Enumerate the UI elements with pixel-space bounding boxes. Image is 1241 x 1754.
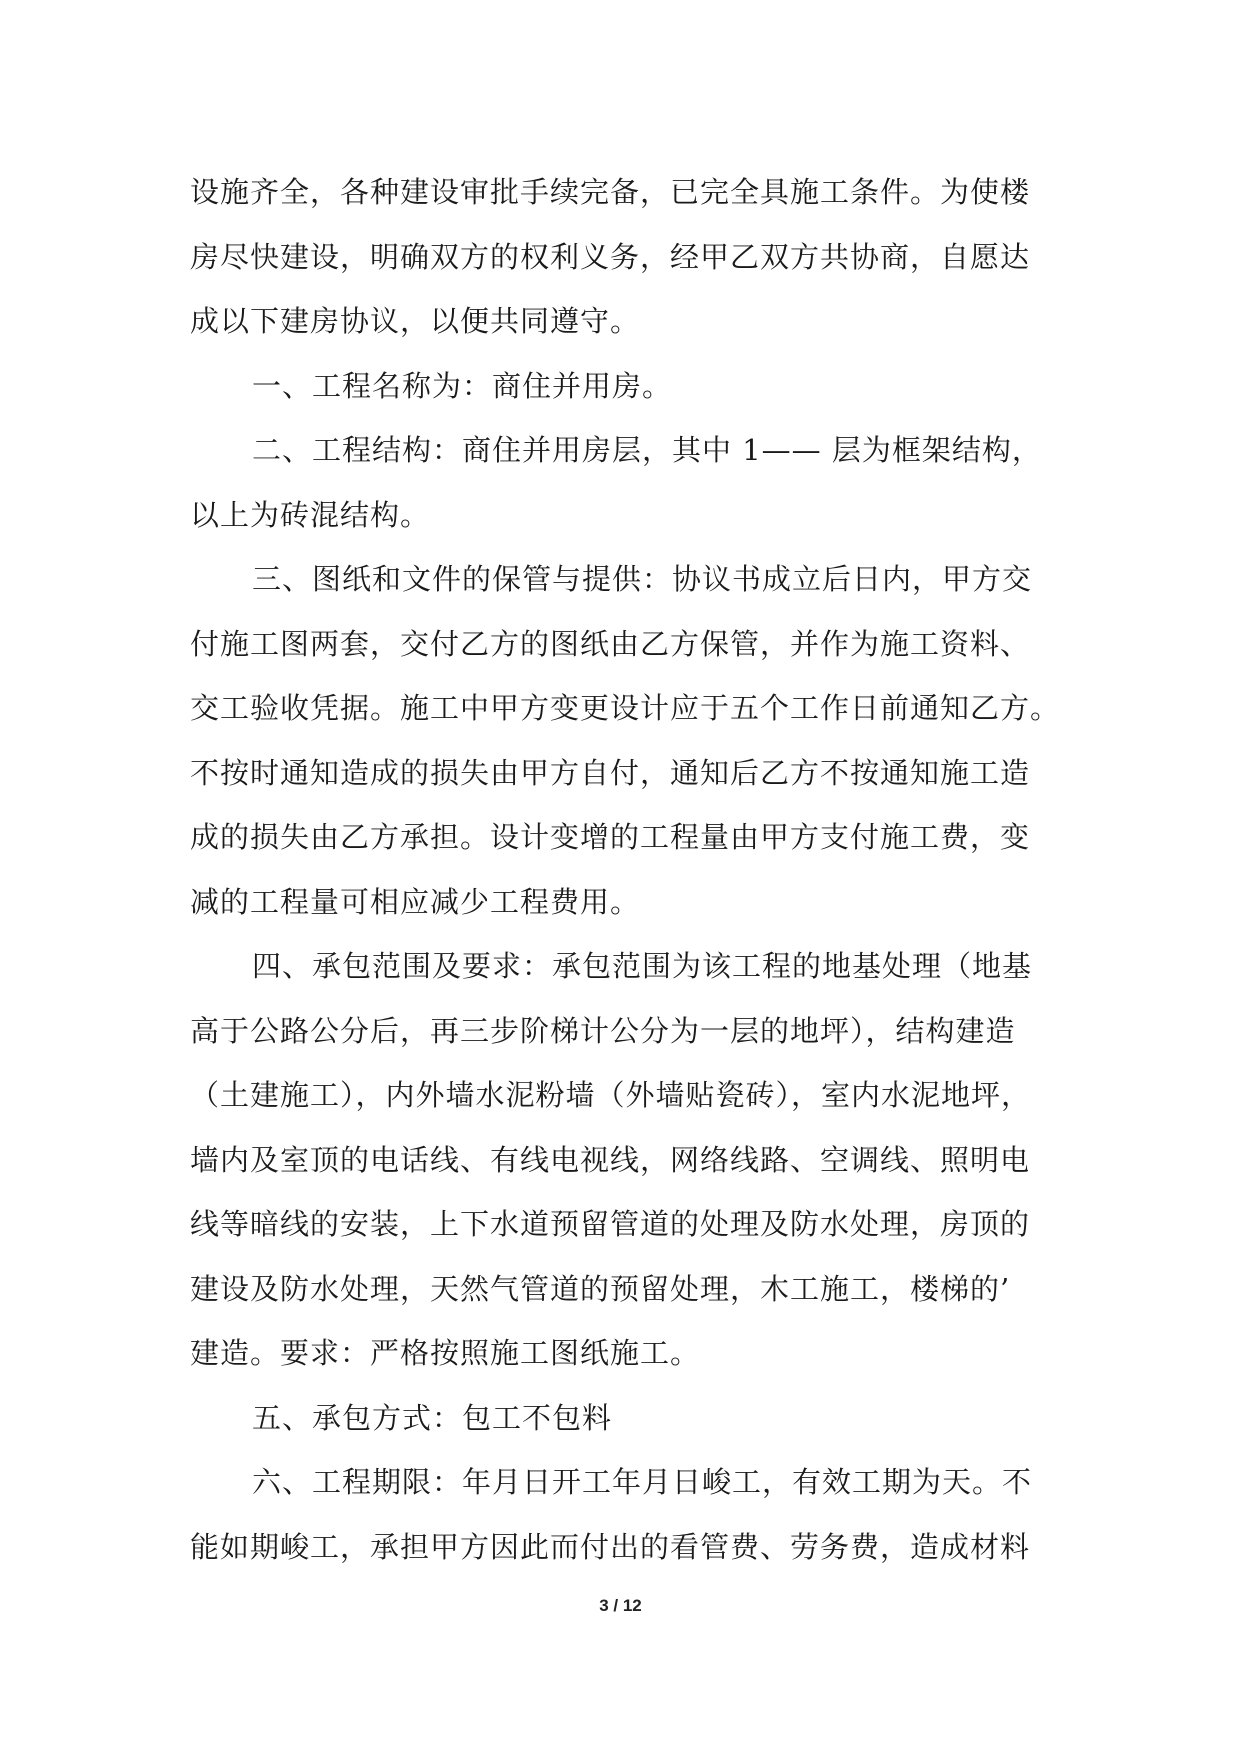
text-line: 五、承包方式：包工不包料 <box>252 1400 613 1435</box>
body-text <box>190 160 1061 1579</box>
text-line: 线等暗线的安装，上下水道预留管道的处理及防水处理，房顶的 <box>190 1207 1031 1241</box>
text-line: 建设及防水处理，天然气管道的预留处理，木工施工，楼梯的’ <box>190 1271 1011 1306</box>
text-line: 成的损失由乙方承担。设计变增的工程量由甲方支付施工费，变 <box>190 820 1031 854</box>
text-line: 以上为砖混结构。 <box>190 497 431 532</box>
text-line: 三、图纸和文件的保管与提供：协议书成立后日内，甲方交 <box>252 562 1033 596</box>
text-line: 设施齐全，各种建设审批手续完备，已完全具施工条件。为使楼 <box>190 175 1031 209</box>
text-line: 建造。要求：严格按照施工图纸施工。 <box>190 1336 701 1370</box>
text-line: 高于公路公分后，再三步阶梯计公分为一层的地坪），结构建造 <box>190 1013 1016 1048</box>
text-line: 付施工图两套，交付乙方的图纸由乙方保管，并作为施工资料、 <box>190 626 1031 661</box>
text-line: 房尽快建设，明确双方的权利义务，经甲乙双方共协商，自愿达 <box>190 239 1031 274</box>
text-line: （土建施工），内外墙水泥粉墙（外墙贴瓷砖），室内水泥地坪， <box>190 1078 1032 1112</box>
text-line: 交工验收凭据。施工中甲方变更设计应于五个工作日前通知乙方。 <box>190 691 1061 725</box>
text-line: 六、工程期限：年月日开工年月日峻工，有效工期为天。不 <box>252 1465 1033 1499</box>
page-number: 3 / 12 <box>599 1596 642 1615</box>
text-line: 不按时通知造成的损失由甲方自付，通知后乙方不按通知施工造 <box>190 755 1031 790</box>
text-line: 四、承包范围及要求：承包范围为该工程的地基处理（地基 <box>252 949 1033 983</box>
text-line: 一、工程名称为：商住并用房。 <box>252 368 673 403</box>
text-line: 减的工程量可相应减少工程费用。 <box>190 884 641 919</box>
text-line: 墙内及室顶的电话线、有线电视线，网络线路、空调线、照明电 <box>190 1142 1031 1177</box>
text-line: 二、工程结构：商住并用房层，其中 1—— 层为框架结构， <box>252 433 1042 467</box>
text-line: 能如期峻工，承担甲方因此而付出的看管费、劳务费，造成材料 <box>190 1529 1031 1564</box>
text-line: 成以下建房协议，以便共同遵守。 <box>190 304 641 338</box>
